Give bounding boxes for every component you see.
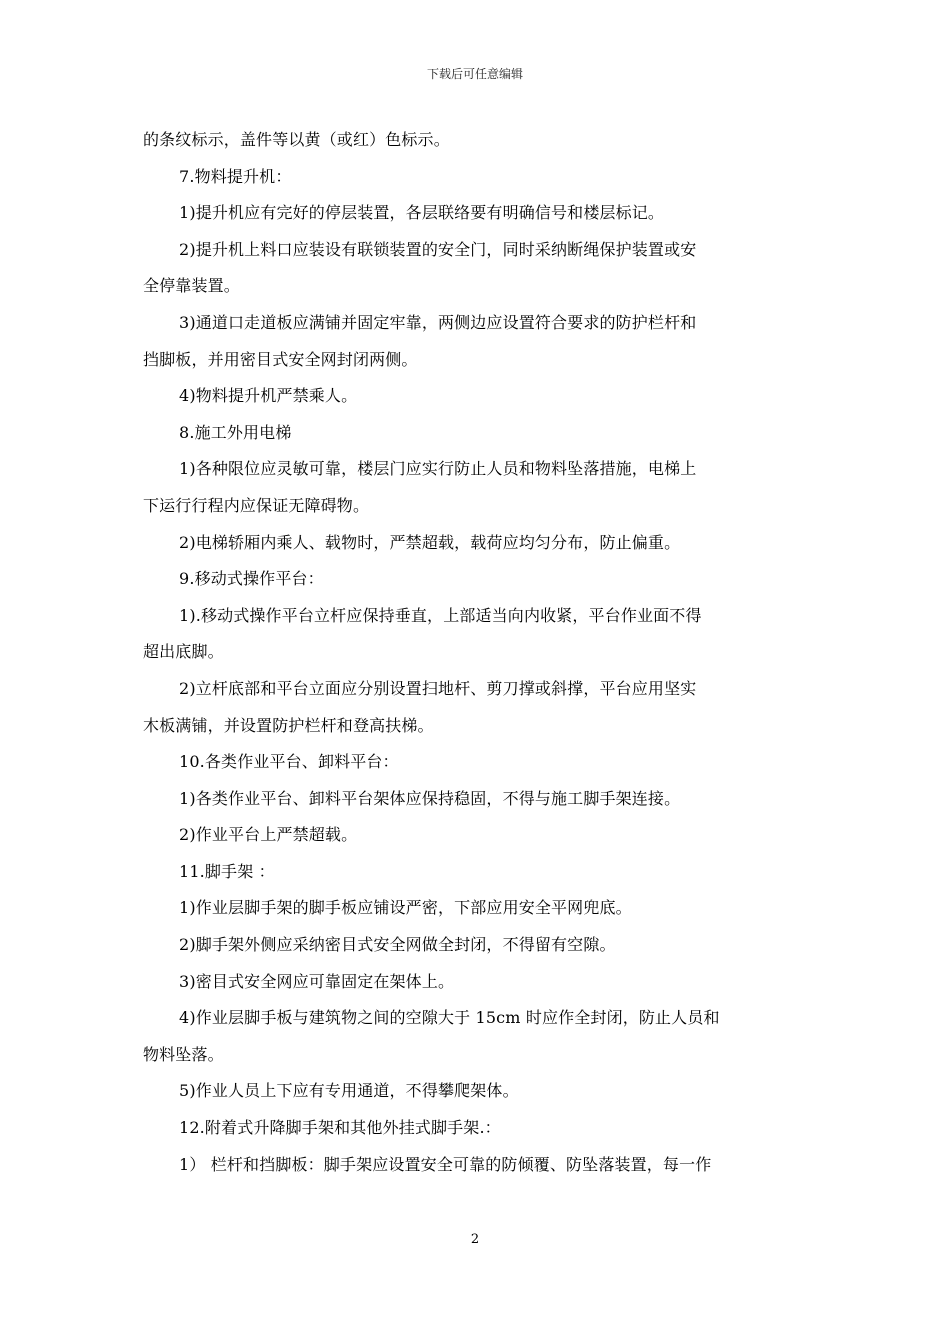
text-line: 1)各类作业平台、卸料平台架体应保持稳固，不得与施工脚手架连接。 [179, 788, 681, 808]
page-header: 下载后可任意编辑 [426, 67, 523, 81]
text-line: 2)脚手架外侧应采纳密目式安全网做全封闭，不得留有空隙。 [179, 935, 616, 955]
text-line: 2)提升机上料口应装设有联锁装置的安全门，同时采纳断绳保护装置或安 [179, 239, 697, 259]
text-line: 3)通道口走道板应满铺并固定牢靠，两侧边应设置符合要求的防护栏杆和 [179, 312, 697, 332]
text-line: 2)电梯轿厢内乘人、载物时，严禁超载，载荷应均匀分布，防止偏重。 [179, 532, 681, 552]
document-body [143, 122, 808, 1183]
text-line: 全停靠装置。 [143, 276, 240, 296]
text-line: 11.脚手架 ： [179, 861, 275, 881]
text-line: 10.各类作业平台、卸料平台： [179, 752, 399, 772]
text-line: 1)提升机应有完好的停层装置，各层联络要有明确信号和楼层标记。 [179, 203, 665, 223]
text-line: 1)各种限位应灵敏可靠，楼层门应实行防止人员和物料坠落措施，电梯上 [179, 459, 697, 479]
text-line: 8.施工外用电梯 [179, 422, 292, 442]
text-line: 下运行行程内应保证无障碍物。 [143, 495, 370, 515]
text-line: 2)作业平台上严禁超载。 [179, 825, 358, 845]
text-line: 4)作业层脚手板与建筑物之间的空隙大于 15cm 时应作全封闭，防止人员和 [179, 1008, 720, 1028]
text-line: 3)密目式安全网应可靠固定在架体上。 [179, 971, 455, 991]
text-line: 木板满铺，并设置防护栏杆和登高扶梯。 [143, 715, 434, 735]
text-line: 1).移动式操作平台立杆应保持垂直，上部适当向内收紧，平台作业面不得 [179, 605, 702, 625]
text-line: 12.附着式升降脚手架和其他外挂式脚手架.： [179, 1118, 501, 1138]
text-line: 1)作业层脚手架的脚手板应铺设严密，下部应用安全平网兜底。 [179, 898, 632, 918]
page-number: 2 [470, 1232, 480, 1247]
text-line: 4)物料提升机严禁乘人。 [179, 386, 358, 406]
text-line: 超出底脚。 [143, 642, 224, 662]
text-line: 的条纹标示，盖件等以黄（或红）色标示。 [143, 130, 450, 149]
text-line: 7.物料提升机： [179, 166, 292, 186]
text-line: 挡脚板，并用密目式安全网封闭两侧。 [143, 349, 418, 369]
text-line: 5)作业人员上下应有专用通道，不得攀爬架体。 [179, 1081, 519, 1101]
text-line: 2)立杆底部和平台立面应分别设置扫地杆、剪刀撑或斜撑，平台应用坚实 [179, 678, 697, 698]
text-line: 1） 栏杆和挡脚板：脚手架应设置安全可靠的防倾覆、防坠落装置，每一作 [179, 1154, 712, 1174]
text-line: 9.移动式操作平台： [179, 569, 324, 589]
text-line: 物料坠落。 [143, 1044, 224, 1064]
